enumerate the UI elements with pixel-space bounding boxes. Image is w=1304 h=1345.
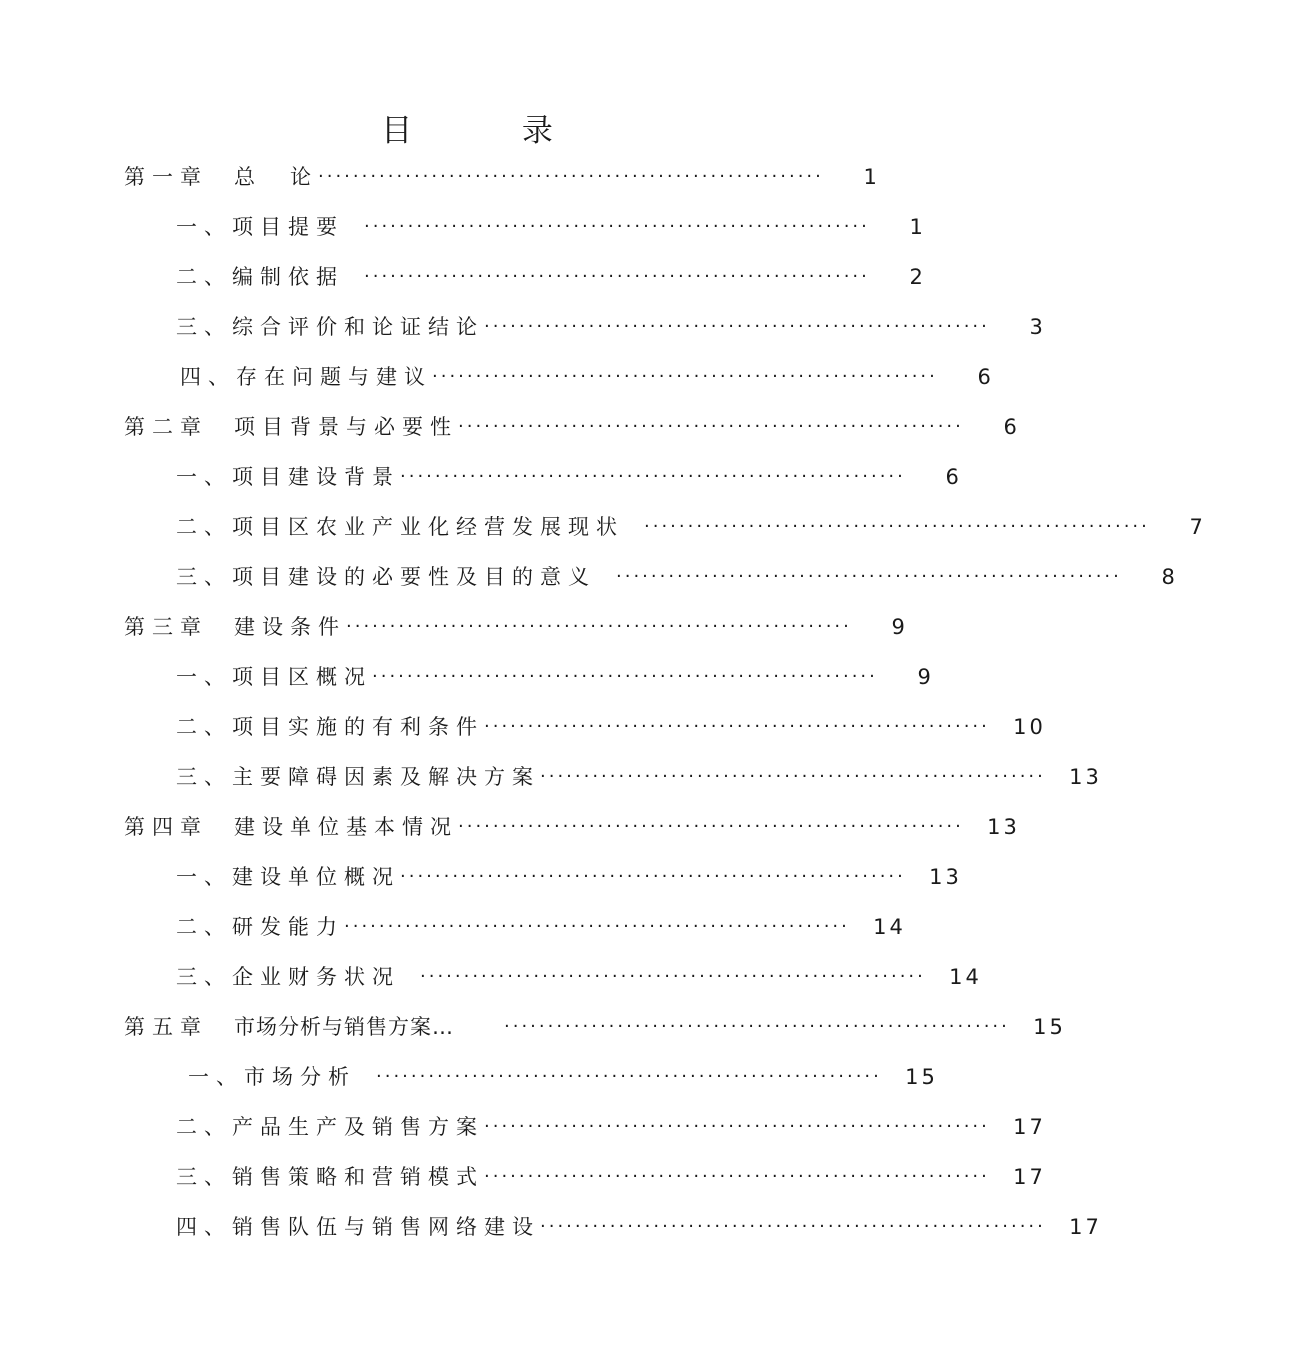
- toc-entry-page: 14: [949, 965, 982, 989]
- toc-entry-page: 17: [1013, 1115, 1046, 1139]
- toc-entry-section[interactable]: [0, 702, 1046, 752]
- toc-entry-label: 二、项目区农业产业化经营发展现状: [176, 515, 624, 539]
- dot-leader: ··························································: [364, 266, 870, 287]
- toc-entry-label: 第五章 市场分析与销售方案…: [124, 1015, 454, 1039]
- toc-entry-page: 6: [977, 365, 994, 389]
- toc-entry-label: 二、项目实施的有利条件: [176, 715, 484, 739]
- dot-leader: ··························································: [420, 966, 926, 987]
- toc-entry-page: 6: [945, 465, 962, 489]
- dot-leader: ··························································: [432, 366, 938, 387]
- dot-leader: ··························································: [484, 1166, 990, 1187]
- toc-entry-section[interactable]: [0, 952, 982, 1002]
- toc-entry-label: 第三章 建设条件: [124, 615, 346, 639]
- toc-entry-page: 9: [891, 615, 908, 639]
- dot-leader: ··························································: [540, 766, 1046, 787]
- toc-entry-section[interactable]: [0, 1102, 1046, 1152]
- toc-entry-chapter-2[interactable]: [0, 402, 1020, 452]
- dot-leader: ··························································: [372, 666, 878, 687]
- toc-entry-section[interactable]: [0, 652, 950, 702]
- toc-entry-page: 1: [863, 165, 880, 189]
- toc-entry-label: 第四章 建设单位基本情况: [124, 815, 458, 839]
- toc-entry-label: 一、市场分析: [188, 1065, 356, 1089]
- dot-leader: ··························································: [376, 1066, 882, 1087]
- dot-leader: ··························································: [504, 1016, 1010, 1037]
- toc-entry-section[interactable]: [0, 1152, 1046, 1202]
- toc-entry-section[interactable]: [0, 1202, 1102, 1252]
- toc-entry-page: 8: [1161, 565, 1178, 589]
- toc-entry-page: 15: [905, 1065, 938, 1089]
- dot-leader: ··························································: [484, 716, 990, 737]
- toc-entry-label: 第一章 总 论: [124, 165, 318, 189]
- toc-entry-chapter-1[interactable]: [0, 152, 950, 202]
- toc-entry-page: 1: [909, 215, 926, 239]
- toc-entry-chapter-4[interactable]: [0, 802, 1020, 852]
- toc-title: 目 录: [381, 113, 603, 149]
- toc-entry-label: 二、产品生产及销售方案: [176, 1115, 484, 1139]
- toc-entry-page: 17: [1013, 1165, 1046, 1189]
- toc-entry-label: 二、研发能力: [176, 915, 344, 939]
- toc-entry-section[interactable]: [0, 552, 1178, 602]
- dot-leader: ··························································: [400, 866, 906, 887]
- toc-entry-page: 15: [1033, 1015, 1066, 1039]
- toc-entry-label: 四、存在问题与建议: [180, 365, 432, 389]
- toc-entry-section[interactable]: [0, 252, 950, 302]
- toc-entry-label: 一、项目提要: [176, 215, 344, 239]
- toc-entry-page: 3: [1029, 315, 1046, 339]
- toc-entry-section[interactable]: [0, 452, 962, 502]
- toc-entry-page: 13: [1069, 765, 1102, 789]
- toc-entry-page: 7: [1189, 515, 1206, 539]
- toc-entry-label: 三、综合评价和论证结论: [176, 315, 484, 339]
- toc-entry-label: 三、企业财务状况: [176, 965, 400, 989]
- dot-leader: ··························································: [458, 816, 964, 837]
- dot-leader: ··························································: [644, 516, 1150, 537]
- toc-entry-section[interactable]: [0, 502, 1206, 552]
- dot-leader: ··························································: [484, 316, 990, 337]
- toc-entry-label: 一、建设单位概况: [176, 865, 400, 889]
- toc-entry-page: 2: [909, 265, 926, 289]
- toc-entry-section[interactable]: [0, 852, 962, 902]
- dot-leader: ··························································: [344, 916, 850, 937]
- dot-leader: ··························································: [346, 616, 852, 637]
- toc-entry-label: 一、项目区概况: [176, 665, 372, 689]
- toc-entry-chapter-3[interactable]: [0, 602, 950, 652]
- toc-entry-label: 三、主要障碍因素及解决方案: [176, 765, 540, 789]
- toc-entry-section[interactable]: [0, 202, 950, 252]
- toc-entry-label: 二、编制依据: [176, 265, 344, 289]
- toc-entry-section[interactable]: [0, 752, 1102, 802]
- dot-leader: ··························································: [318, 166, 824, 187]
- toc-entry-label: 四、销售队伍与销售网络建设: [176, 1215, 540, 1239]
- toc-entry-label: 三、项目建设的必要性及目的意义: [176, 565, 596, 589]
- toc-entry-label: 第二章 项目背景与必要性: [124, 415, 458, 439]
- dot-leader: ··························································: [400, 466, 906, 487]
- toc-entry-page: 13: [987, 815, 1020, 839]
- toc-entry-page: 10: [1013, 715, 1046, 739]
- toc-entry-section[interactable]: [0, 902, 950, 952]
- toc-entry-page: 14: [873, 915, 906, 939]
- toc-entry-page: 13: [929, 865, 962, 889]
- toc-entry-page: 9: [917, 665, 934, 689]
- toc-entry-page: 17: [1069, 1215, 1102, 1239]
- toc-entry-chapter-5[interactable]: [0, 1002, 1066, 1052]
- toc-entry-label: 三、销售策略和营销模式: [176, 1165, 484, 1189]
- dot-leader: ··························································: [458, 416, 964, 437]
- toc-entry-section[interactable]: [0, 302, 1046, 352]
- toc-entry-label: 一、项目建设背景: [176, 465, 400, 489]
- toc-entry-section[interactable]: [0, 1052, 950, 1102]
- toc-list: [0, 152, 1206, 1252]
- dot-leader: ··························································: [484, 1116, 990, 1137]
- toc-entry-section[interactable]: [0, 352, 994, 402]
- toc-entry-page: 6: [1003, 415, 1020, 439]
- dot-leader: ··························································: [364, 216, 870, 237]
- dot-leader: ··························································: [540, 1216, 1046, 1237]
- dot-leader: ··························································: [616, 566, 1122, 587]
